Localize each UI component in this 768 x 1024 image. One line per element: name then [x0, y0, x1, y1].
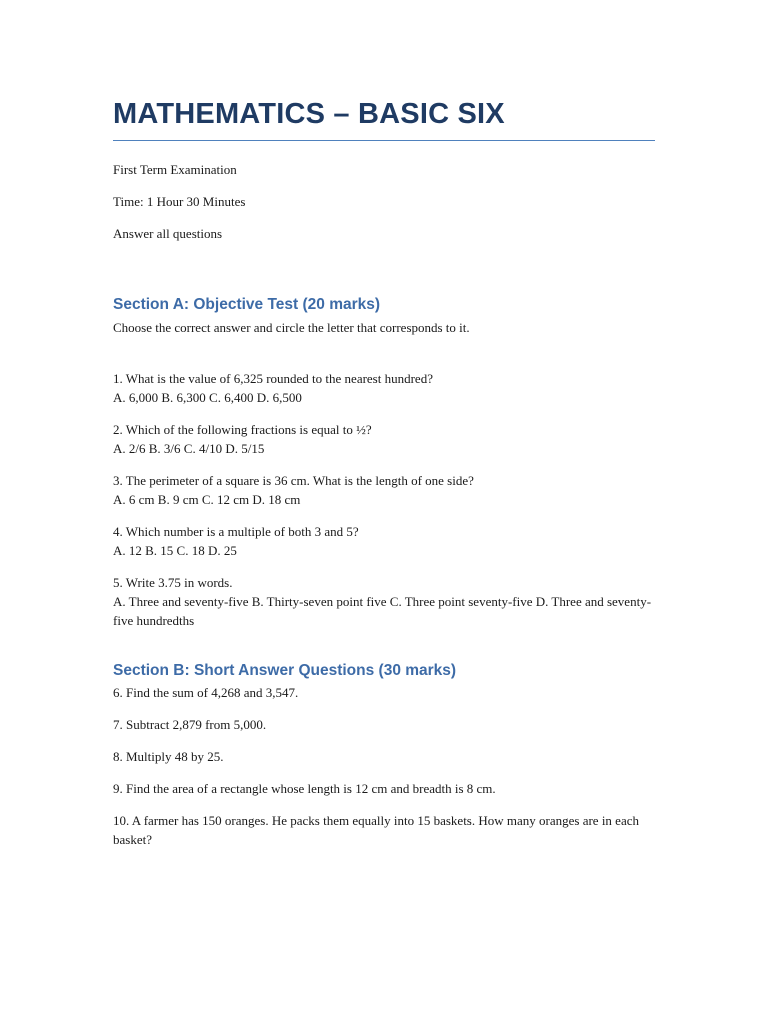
exam-name: First Term Examination — [113, 162, 237, 177]
objective-question-4 — [113, 522, 655, 560]
question-options: A. 6,000 B. 6,300 C. 6,400 D. 6,500 — [113, 390, 302, 405]
exam-duration: Time: 1 Hour 30 Minutes — [113, 194, 246, 209]
document-content — [113, 92, 655, 849]
question-options: A. 12 B. 15 C. 18 D. 25 — [113, 543, 237, 558]
short-answer-question-8: 8. Multiply 48 by 25. — [113, 749, 224, 764]
question-text: 5. Write 3.75 in words. — [113, 575, 233, 590]
short-answer-question-9: 9. Find the area of a rectangle whose length is 12 cm and breadth is 8 cm. — [113, 781, 496, 796]
question-options: A. 2/6 B. 3/6 C. 4/10 D. 5/15 — [113, 441, 265, 456]
short-answer-question-7: 7. Subtract 2,879 from 5,000. — [113, 717, 267, 732]
short-answer-question-6: 6. Find the sum of 4,268 and 3,547. — [113, 685, 299, 700]
objective-question-2 — [113, 420, 655, 458]
objective-question-5 — [113, 573, 655, 630]
question-text: 2. Which of the following fractions is equal to ½? — [113, 422, 372, 437]
exam-instruction: Answer all questions — [113, 226, 223, 241]
short-answer-question-10: 10. A farmer has 150 oranges. He packs them equally into 15 baskets. How many oranges are in each basket? — [113, 813, 639, 847]
question-text: 1. What is the value of 6,325 rounded to the nearest hundred? — [113, 371, 433, 386]
objective-question-3 — [113, 471, 655, 509]
question-text: 3. The perimeter of a square is 36 cm. What is the length of one side? — [113, 473, 474, 488]
question-options: A. Three and seventy-five B. Thirty-seven point five C. Three point seventy-five D. Three and seventy-five hundredths — [113, 594, 652, 628]
objective-question-1 — [113, 369, 655, 407]
document-title: MATHEMATICS – BASIC SIX — [113, 92, 655, 141]
section-a-instruction: Choose the correct answer and circle the letter that corresponds to it. — [113, 320, 470, 335]
section-a-heading: Section A: Objective Test (20 marks) — [113, 296, 381, 313]
question-options: A. 6 cm B. 9 cm C. 12 cm D. 18 cm — [113, 492, 301, 507]
section-b-heading: Section B: Short Answer Questions (30 marks) — [113, 662, 457, 679]
question-text: 4. Which number is a multiple of both 3 and 5? — [113, 524, 359, 539]
